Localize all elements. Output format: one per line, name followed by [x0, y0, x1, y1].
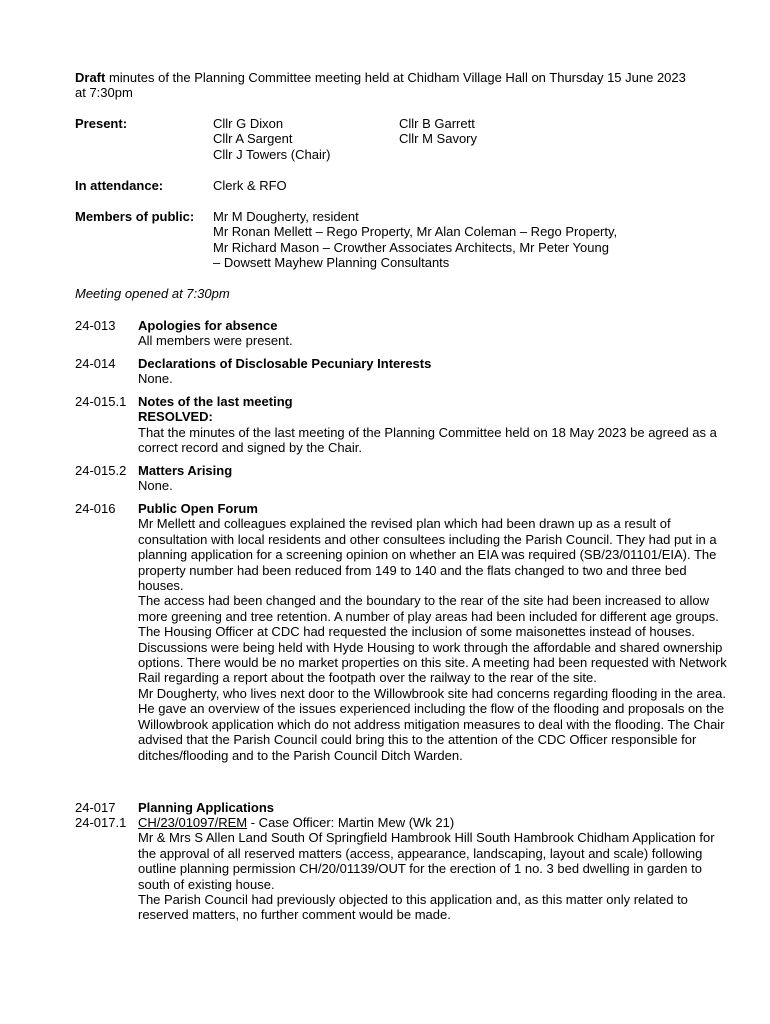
item-body: None. — [138, 478, 173, 494]
public-member-line: Mr Richard Mason – Crowther Associates Architects, Mr Peter Young — [213, 239, 609, 255]
public-section — [75, 209, 695, 273]
public-label: Members of public: — [75, 209, 195, 224]
application-reference-link[interactable]: CH/23/01097/REM — [138, 815, 248, 830]
item-paragraph: The access had been changed and the boundary to the rear of the site had been increased to allow more greening and tree retention. A number of play areas had been included for different age groups. The Housing Officer at CDC had requested the inclusion of some maisonettes instead of houses. Discussions were being held with Hyde Housing to work through the affordable and shared ownership options. There would be no market properties on this site. A meeting had been requested with Network Rail regarding a report about the footpath over the railway to the rear of the site. — [138, 593, 727, 686]
agenda-item — [75, 501, 735, 795]
attendee: Cllr B Garrett — [399, 116, 475, 131]
item-title: Matters Arising — [138, 463, 233, 478]
item-number: 24-013 — [75, 318, 116, 333]
agenda-item — [75, 394, 735, 456]
item-title: Apologies for absence — [138, 318, 278, 333]
draft-label: Draft — [75, 70, 106, 85]
attendance-label: In attendance: — [75, 178, 164, 193]
item-number: 24-016 — [75, 501, 116, 516]
item-body: None. — [138, 371, 173, 387]
item-number: 24-015.1 — [75, 394, 127, 409]
item-number: 24-017.1 — [75, 815, 127, 830]
present-column-1 — [213, 116, 331, 162]
agenda-item — [75, 356, 735, 388]
item-paragraph: Mr Mellett and colleagues explained the revised plan which had been drawn up as a result of consultation with local residents and other consultees including the Parish Council. They had put in a planning application for a screening opinion on whether an EIA was required (SB/23/01101/EIA). The property number had been reduced from 149 to 140 and the flats changed to two and three bed houses. — [138, 516, 717, 594]
agenda-item — [75, 800, 735, 816]
present-column-2 — [399, 116, 477, 147]
attendee: Cllr J Towers (Chair) — [213, 146, 331, 162]
item-title: Notes of the last meeting — [138, 394, 293, 409]
public-member-line: – Dowsett Mayhew Planning Consultants — [213, 255, 450, 271]
attendee: Cllr G Dixon — [213, 116, 284, 131]
agenda-item — [75, 815, 735, 925]
attendance-section — [75, 178, 695, 194]
intro-text: minutes of the Planning Committee meeting held at Chidham Village Hall on Thursday 15 June 2023 at 7:30pm — [75, 70, 686, 101]
resolved-label: RESOLVED: — [138, 409, 213, 425]
item-number: 24-017 — [75, 800, 116, 815]
present-label: Present: — [75, 116, 128, 131]
intro-paragraph — [75, 70, 695, 101]
agenda-item — [75, 318, 735, 350]
item-title: Declarations of Disclosable Pecuniary Interests — [138, 356, 432, 371]
agenda-item — [75, 463, 735, 495]
item-title: Public Open Forum — [138, 501, 258, 516]
attendee: Cllr A Sargent — [213, 131, 293, 147]
item-paragraph: Mr & Mrs S Allen Land South Of Springfield Hambrook Hill South Hambrook Chidham Application for the approval of all reserved matters (access, appearance, landscaping, layout and scale) following outline planning permission CH/20/01139/OUT for the erection of 1 no. 3 bed dwelling in garden to south of existing house. — [138, 830, 715, 892]
public-list — [213, 209, 617, 271]
item-body: All members were present. — [138, 333, 293, 349]
meeting-opened: Meeting opened at 7:30pm — [75, 286, 230, 301]
item-paragraph: The Parish Council had previously objected to this application and, as this matter only related to reserved matters, no further comment would be made. — [138, 892, 688, 923]
case-officer: - Case Officer: Martin Mew (Wk 21) — [247, 815, 455, 830]
public-member-line: Mr M Dougherty, resident — [213, 209, 359, 224]
item-paragraph: Mr Dougherty, who lives next door to the Willowbrook site had concerns regarding flooding in the area. He gave an overview of the issues experienced including the flow of the flooding and proposals on the Willowbrook application which do not address mitigation measures to deal with the flooding. The Chair advised that the Parish Council could bring this to the attention of the CDC Officer responsible for ditches/flooding and to the Parish Council Ditch Warden. — [138, 685, 726, 763]
item-title: Planning Applications — [138, 800, 275, 815]
application-heading — [138, 815, 728, 830]
attendee: Cllr M Savory — [399, 131, 478, 147]
attendance-value: Clerk & RFO — [213, 178, 287, 193]
item-number: 24-014 — [75, 356, 116, 371]
public-member-line: Mr Ronan Mellett – Rego Property, Mr Alan Coleman – Rego Property, — [213, 224, 618, 240]
item-body: That the minutes of the last meeting of the Planning Committee held on 18 May 2023 be agreed as a correct record and signed by the Chair. — [138, 424, 717, 456]
present-section — [75, 116, 695, 166]
item-number: 24-015.2 — [75, 463, 127, 478]
